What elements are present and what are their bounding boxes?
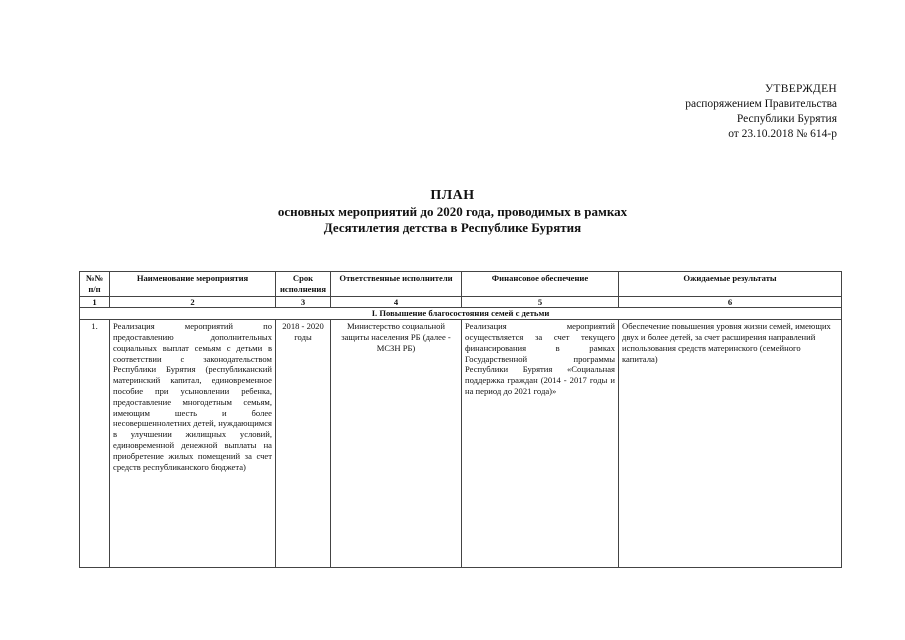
section-title: I. Повышение благосостояния семей с детьми	[80, 308, 842, 320]
header-num: №№ п/п	[80, 272, 110, 297]
column-number: 5	[462, 296, 619, 308]
header-financing: Финансовое обеспечение	[462, 272, 619, 297]
column-number-row	[80, 296, 842, 308]
row-term: 2018 - 2020 годы	[276, 320, 331, 568]
header-responsible: Ответственные исполнители	[331, 272, 462, 297]
column-number: 3	[276, 296, 331, 308]
title-line-2: основных мероприятий до 2020 года, проводимых в рамках	[277, 204, 628, 219]
title-plan: ПЛАН	[430, 188, 475, 203]
title-line-3: Десятилетия детства в Республике Бурятия	[323, 220, 582, 235]
table-row	[80, 320, 842, 568]
row-responsible: Министерство социальной защиты населения РБ (далее - МСЗН РБ)	[331, 320, 462, 568]
approval-line-3: от 23.10.2018 № 614-р	[728, 128, 837, 140]
column-number: 1	[80, 296, 110, 308]
header-term: Срок исполнения	[276, 272, 331, 297]
approval-heading: УТВЕРЖДЕН	[764, 83, 837, 95]
approval-stamp	[685, 82, 837, 142]
column-number: 2	[110, 296, 276, 308]
row-results: Обеспечение повышения уровня жизни семей, имеющих двух и более детей, за счет расширения направлений использования средств материнского (семейного капитала)	[619, 320, 842, 568]
column-number: 4	[331, 296, 462, 308]
header-row	[80, 272, 842, 297]
row-name: Реализация мероприятий по предоставлению дополнительных социальных выплат семьям с детьми в соответствии с законодательством Республики Бурятия (республиканский материнский капитал, единовременное пособие при усыновлении ребенка, предоставление многодетным семьям, имеющим шесть и более несовершеннолетних детей, нуждающимся в улучшении жилищных условий, единовременной денежной выплаты на приобретение жилых помещений за счет средств республиканского бюджета)	[110, 320, 276, 568]
approval-line-1: распоряжением Правительства	[685, 98, 837, 110]
plan-table	[79, 271, 842, 568]
header-name: Наименование мероприятия	[110, 272, 276, 297]
header-results: Ожидаемые результаты	[619, 272, 842, 297]
document-title	[0, 188, 905, 236]
row-number: 1.	[80, 320, 110, 568]
row-financing: Реализация мероприятий осуществляется за счет текущего финансирования в рамках Государственной программы Республики Бурятия «Социальная поддержка граждан (2014 - 2017 годы и на период до 2021 года)»	[462, 320, 619, 568]
column-number: 6	[619, 296, 842, 308]
section-row	[80, 308, 842, 320]
approval-line-2: Республики Бурятия	[736, 113, 837, 125]
